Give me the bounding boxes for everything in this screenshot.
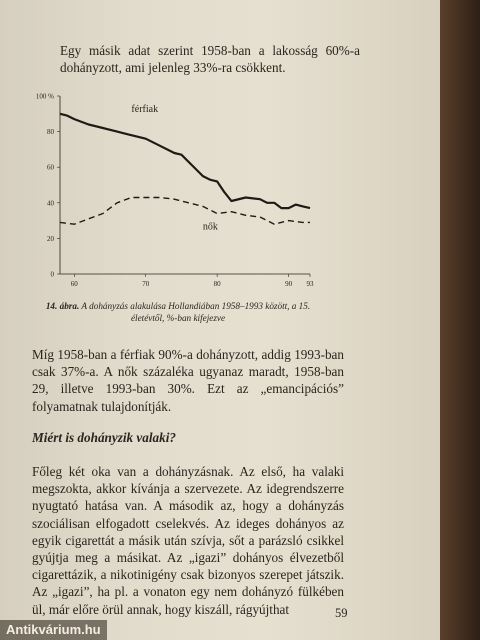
figure-caption bbox=[28, 300, 328, 324]
y-tick-label: 20 bbox=[47, 234, 54, 243]
figure-caption-text: A dohányzás alakulása Hollandiában 1958–1993 között, a 15. életévtől, %-ban kifejezve bbox=[81, 301, 311, 323]
series-label-women: nők bbox=[202, 221, 218, 233]
x-tick-label: 93 bbox=[306, 280, 314, 288]
intro-paragraph: Egy másik adat szerint 1958-ban a lakosság 60%-a dohányzott, ami jelenleg 33%-ra csökkent. bbox=[60, 43, 360, 76]
smoking-trend-chart bbox=[30, 88, 330, 293]
y-tick-label: 0 bbox=[50, 270, 54, 279]
x-tick-label: 60 bbox=[70, 280, 78, 288]
watermark-logo: Antikvárium.hu bbox=[0, 620, 107, 640]
after-chart-paragraph: Míg 1958-ban a férfiak 90%-a dohányzott, addig 1993-ban csak 37%-a. A nők százaléka ugyanaz maradt, 1958-ban 29, illetve 1993-ban 30%. Ezt az „emancipációs” folyamatnak tulajdonítják. bbox=[32, 347, 344, 414]
y-tick-label: 40 bbox=[47, 199, 54, 208]
x-tick-label: 70 bbox=[142, 280, 150, 288]
section-heading: Miért is dohányzik valaki? bbox=[32, 430, 176, 445]
y-tick-label: 100 % bbox=[35, 92, 54, 101]
series-line-0 bbox=[60, 114, 310, 208]
figure-number: 14. ábra. bbox=[45, 301, 80, 311]
x-tick-label: 90 bbox=[285, 280, 293, 288]
book-spine-shadow bbox=[440, 0, 480, 640]
y-tick-label: 80 bbox=[47, 128, 54, 137]
series-line-1 bbox=[60, 198, 310, 225]
x-tick-label: 80 bbox=[213, 280, 221, 288]
series-layer bbox=[60, 104, 310, 232]
page-number: 59 bbox=[335, 606, 348, 620]
y-tick-label: 60 bbox=[47, 163, 54, 172]
body-paragraph: Főleg két oka van a dohányzásnak. Az első, ha valaki megszokta, akkor kívánja a szervezete. Az idegrendszerre nyugtató hatása van. A második az, hogy a dohányzás szociálisan elfogadott cselekvés. Az ideges dohányos az egyik cigarettát a másik után szívja, sőt a parázsló csikkel gyújtja meg a másikat. Az „igazi” dohányos élvezetből cigarettázik, a nikotinigény csak bizonyos szerepet játszik. Az „igazi”, ha pl. a vonaton egy nem dohányzó fülkében ül, már előre örül annak, hogy kiszáll, rágyújthat bbox=[32, 464, 344, 617]
series-label-men: férfiak bbox=[131, 104, 159, 116]
axis-layer bbox=[36, 93, 314, 289]
